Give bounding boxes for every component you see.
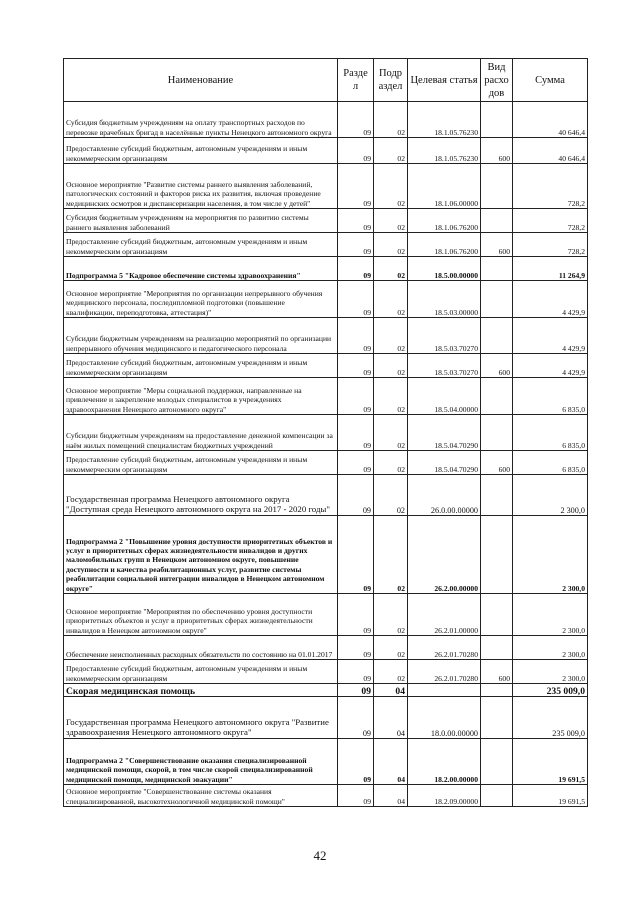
table-row [64, 594, 588, 636]
row-subsection-cell: 02 [374, 318, 408, 354]
row-section-cell: 09 [338, 257, 374, 281]
row-target-article-cell: 18.5.00.00000 [408, 257, 481, 281]
row-expense-type-cell: 600 [481, 233, 513, 257]
row-section-cell: 09 [338, 233, 374, 257]
header-name: Наименование [64, 59, 338, 102]
row-sum-cell: 40 646,4 [513, 102, 588, 138]
table-row [64, 138, 588, 164]
row-name-cell: Предоставление субсидий бюджетным, автономным учреждениям и иным некоммерческим организациям [64, 138, 338, 164]
row-expense-type-cell: 600 [481, 451, 513, 475]
header-section: Разде л [338, 59, 374, 102]
row-sum-cell: 728,2 [513, 209, 588, 233]
row-subsection-cell: 04 [374, 684, 408, 697]
row-section-cell: 09 [338, 209, 374, 233]
row-name-cell: Государственная программа Ненецкого автономного округа "Развитие здравоохранения Ненецкого автономного округа" [64, 697, 338, 739]
table-row [64, 378, 588, 415]
table-row [64, 102, 588, 138]
row-subsection-cell: 02 [374, 516, 408, 594]
row-sum-cell: 2 300,0 [513, 636, 588, 660]
table-row [64, 257, 588, 281]
row-target-article-cell: 18.1.05.76230 [408, 102, 481, 138]
table-row [64, 233, 588, 257]
row-expense-type-cell [481, 636, 513, 660]
row-name-cell: Основное мероприятие "Совершенствование системы оказания специализированной, высокотехнологичной медицинской помощи" [64, 785, 338, 807]
row-name-cell: Основное мероприятие "Развитие системы раннего выявления заболеваний, патологических состояний и факторов риска их развития, включая проведение медицинских осмотров и диспансеризации населения, в том числе у детей" [64, 164, 338, 209]
table-row [64, 164, 588, 209]
row-expense-type-cell [481, 209, 513, 233]
row-name-cell: Субсидия бюджетным учреждениям на оплату транспортных расходов по перевозке врачебных бригад в населённые пункты Ненецкого автономного округа [64, 102, 338, 138]
row-section-cell: 09 [338, 415, 374, 451]
row-sum-cell: 2 300,0 [513, 594, 588, 636]
row-name-cell: Предоставление субсидий бюджетным, автономным учреждениям и иным некоммерческим организациям [64, 660, 338, 684]
row-target-article-cell: 18.5.04.00000 [408, 378, 481, 415]
row-expense-type-cell [481, 684, 513, 697]
row-section-cell: 09 [338, 475, 374, 516]
row-section-cell: 09 [338, 138, 374, 164]
row-section-cell: 09 [338, 739, 374, 785]
row-subsection-cell: 02 [374, 164, 408, 209]
row-expense-type-cell [481, 516, 513, 594]
row-section-cell: 09 [338, 281, 374, 318]
row-target-article-cell: 18.5.03.00000 [408, 281, 481, 318]
row-sum-cell: 4 429,9 [513, 281, 588, 318]
row-subsection-cell: 02 [374, 660, 408, 684]
row-sum-cell: 235 009,0 [513, 697, 588, 739]
row-section-cell: 09 [338, 636, 374, 660]
row-target-article-cell: 26.2.01.00000 [408, 594, 481, 636]
row-expense-type-cell [481, 281, 513, 318]
table-row [64, 516, 588, 594]
row-target-article-cell: 18.5.04.70290 [408, 451, 481, 475]
table-row [64, 636, 588, 660]
row-target-article-cell: 26.2.01.70280 [408, 636, 481, 660]
table-header-row [64, 59, 588, 102]
row-sum-cell: 728,2 [513, 233, 588, 257]
row-subsection-cell: 02 [374, 451, 408, 475]
row-sum-cell: 4 429,9 [513, 354, 588, 378]
header-subsection: Подр аздел [374, 59, 408, 102]
row-subsection-cell: 02 [374, 378, 408, 415]
table-row [64, 281, 588, 318]
row-sum-cell: 19 691,5 [513, 785, 588, 807]
row-section-cell: 09 [338, 785, 374, 807]
table-row [64, 785, 588, 807]
row-sum-cell: 235 009,0 [513, 684, 588, 697]
row-subsection-cell: 02 [374, 415, 408, 451]
row-target-article-cell: 18.0.00.00000 [408, 697, 481, 739]
row-expense-type-cell: 600 [481, 354, 513, 378]
table-row [64, 684, 588, 697]
row-expense-type-cell: 600 [481, 660, 513, 684]
row-subsection-cell: 02 [374, 138, 408, 164]
row-target-article-cell: 26.0.00.00000 [408, 475, 481, 516]
row-name-cell: Подпрограмма 2 "Совершенствование оказания специализированной медицинской помощи, скорой, в том числе скорой специализированной медицинской помощи, медицинской эвакуации" [64, 739, 338, 785]
row-name-cell: Предоставление субсидий бюджетным, автономным учреждениям и иным некоммерческим организациям [64, 354, 338, 378]
row-subsection-cell: 02 [374, 209, 408, 233]
row-sum-cell: 6 835,0 [513, 378, 588, 415]
row-sum-cell: 6 835,0 [513, 415, 588, 451]
row-sum-cell: 6 835,0 [513, 451, 588, 475]
row-sum-cell: 2 300,0 [513, 660, 588, 684]
row-subsection-cell: 02 [374, 594, 408, 636]
row-expense-type-cell [481, 785, 513, 807]
row-name-cell: Субсидии бюджетным учреждениям на предоставление денежной компенсации за наём жилых помещений специалистам бюджетных учреждений [64, 415, 338, 451]
row-expense-type-cell [481, 257, 513, 281]
header-expense-type: Вид расхо дов [481, 59, 513, 102]
row-name-cell: Основное мероприятие "Меры социальной поддержки, направленные на привлечение и закрепление молодых специалистов в учреждениях здравоохранения Ненецкого автономного округа" [64, 378, 338, 415]
table-row [64, 739, 588, 785]
row-target-article-cell: 18.1.05.76230 [408, 138, 481, 164]
budget-table-container [63, 58, 587, 807]
row-section-cell: 09 [338, 660, 374, 684]
row-subsection-cell: 02 [374, 281, 408, 318]
row-subsection-cell: 04 [374, 785, 408, 807]
row-expense-type-cell [481, 415, 513, 451]
table-body [64, 102, 588, 807]
row-section-cell: 09 [338, 164, 374, 209]
row-section-cell: 09 [338, 594, 374, 636]
row-target-article-cell: 18.1.06.76200 [408, 233, 481, 257]
row-subsection-cell: 02 [374, 636, 408, 660]
table-row [64, 209, 588, 233]
row-name-cell: Подпрограмма 5 "Кадровое обеспечение системы здравоохранения" [64, 257, 338, 281]
row-target-article-cell: 18.1.06.76200 [408, 209, 481, 233]
row-section-cell: 09 [338, 102, 374, 138]
row-subsection-cell: 02 [374, 475, 408, 516]
table-row [64, 660, 588, 684]
row-expense-type-cell [481, 739, 513, 785]
row-target-article-cell: 26.2.01.70280 [408, 660, 481, 684]
row-name-cell: Субсидии бюджетным учреждениям на реализацию мероприятий по организации непрерывного обучения медицинского и педагогического персонала [64, 318, 338, 354]
row-sum-cell: 728,2 [513, 164, 588, 209]
row-target-article-cell: 26.2.00.00000 [408, 516, 481, 594]
row-expense-type-cell [481, 594, 513, 636]
row-subsection-cell: 02 [374, 102, 408, 138]
row-name-cell: Государственная программа Ненецкого автономного округа "Доступная среда Ненецкого автономного округа на 2017 - 2020 годы" [64, 475, 338, 516]
row-sum-cell: 11 264,9 [513, 257, 588, 281]
row-name-cell: Основное мероприятие "Мероприятия по обеспечению уровня доступности приоритетных объектов и услуг в приоритетных сферах жизнедеятельности инвалидов в Ненецком автономном округе" [64, 594, 338, 636]
row-section-cell: 09 [338, 516, 374, 594]
row-name-cell: Предоставление субсидий бюджетным, автономным учреждениям и иным некоммерческим организациям [64, 233, 338, 257]
page-number: 42 [313, 848, 327, 863]
row-sum-cell: 4 429,9 [513, 318, 588, 354]
table-row [64, 318, 588, 354]
row-sum-cell: 40 646,4 [513, 138, 588, 164]
row-name-cell: Субсидия бюджетным учреждениям на мероприятия по развитию системы раннего выявления заболеваний [64, 209, 338, 233]
row-name-cell: Подпрограмма 2 "Повышение уровня доступности приоритетных объектов и услуг в приоритетных сферах жизнедеятельности инвалидов и других маломобильных групп в Ненецком автономном округе, повышение доступности и качества реабилитационных услуг, развитие системы реабилитации социальной интеграции инвалидов в Ненецком автономном округе" [64, 516, 338, 594]
row-target-article-cell: 18.5.03.70270 [408, 354, 481, 378]
table-row [64, 354, 588, 378]
row-target-article-cell: 18.2.00.00000 [408, 739, 481, 785]
row-target-article-cell: 18.5.03.70270 [408, 318, 481, 354]
row-expense-type-cell [481, 475, 513, 516]
row-subsection-cell: 02 [374, 354, 408, 378]
row-section-cell: 09 [338, 354, 374, 378]
table-row [64, 451, 588, 475]
row-expense-type-cell [481, 164, 513, 209]
row-expense-type-cell [481, 378, 513, 415]
row-subsection-cell: 04 [374, 739, 408, 785]
row-sum-cell: 19 691,5 [513, 739, 588, 785]
row-subsection-cell: 02 [374, 257, 408, 281]
row-expense-type-cell [481, 697, 513, 739]
row-target-article-cell: 18.5.04.70290 [408, 415, 481, 451]
row-name-cell: Основное мероприятие "Мероприятия по организации непрерывного обучения медицинского персонала, последипломной подготовки (повышение квалификации, переподготовка, аттестация)" [64, 281, 338, 318]
row-subsection-cell: 04 [374, 697, 408, 739]
row-expense-type-cell: 600 [481, 138, 513, 164]
row-section-cell: 09 [338, 697, 374, 739]
row-sum-cell: 2 300,0 [513, 475, 588, 516]
row-section-cell: 09 [338, 378, 374, 415]
header-target-article: Целевая статья [408, 59, 481, 102]
row-sum-cell: 2 300,0 [513, 516, 588, 594]
table-row [64, 697, 588, 739]
row-target-article-cell: 18.2.09.00000 [408, 785, 481, 807]
row-name-cell: Скорая медицинская помощь [64, 684, 338, 697]
row-target-article-cell: 18.1.06.00000 [408, 164, 481, 209]
row-target-article-cell [408, 684, 481, 697]
row-section-cell: 09 [338, 318, 374, 354]
row-expense-type-cell [481, 318, 513, 354]
row-subsection-cell: 02 [374, 233, 408, 257]
row-section-cell: 09 [338, 451, 374, 475]
row-expense-type-cell [481, 102, 513, 138]
budget-table [63, 58, 588, 807]
row-section-cell: 09 [338, 684, 374, 697]
table-row [64, 475, 588, 516]
header-sum: Сумма [513, 59, 588, 102]
row-name-cell: Предоставление субсидий бюджетным, автономным учреждениям и иным некоммерческим организациям [64, 451, 338, 475]
table-row [64, 415, 588, 451]
row-name-cell: Обеспечение неисполненных расходных обязательств по состоянию на 01.01.2017 [64, 636, 338, 660]
